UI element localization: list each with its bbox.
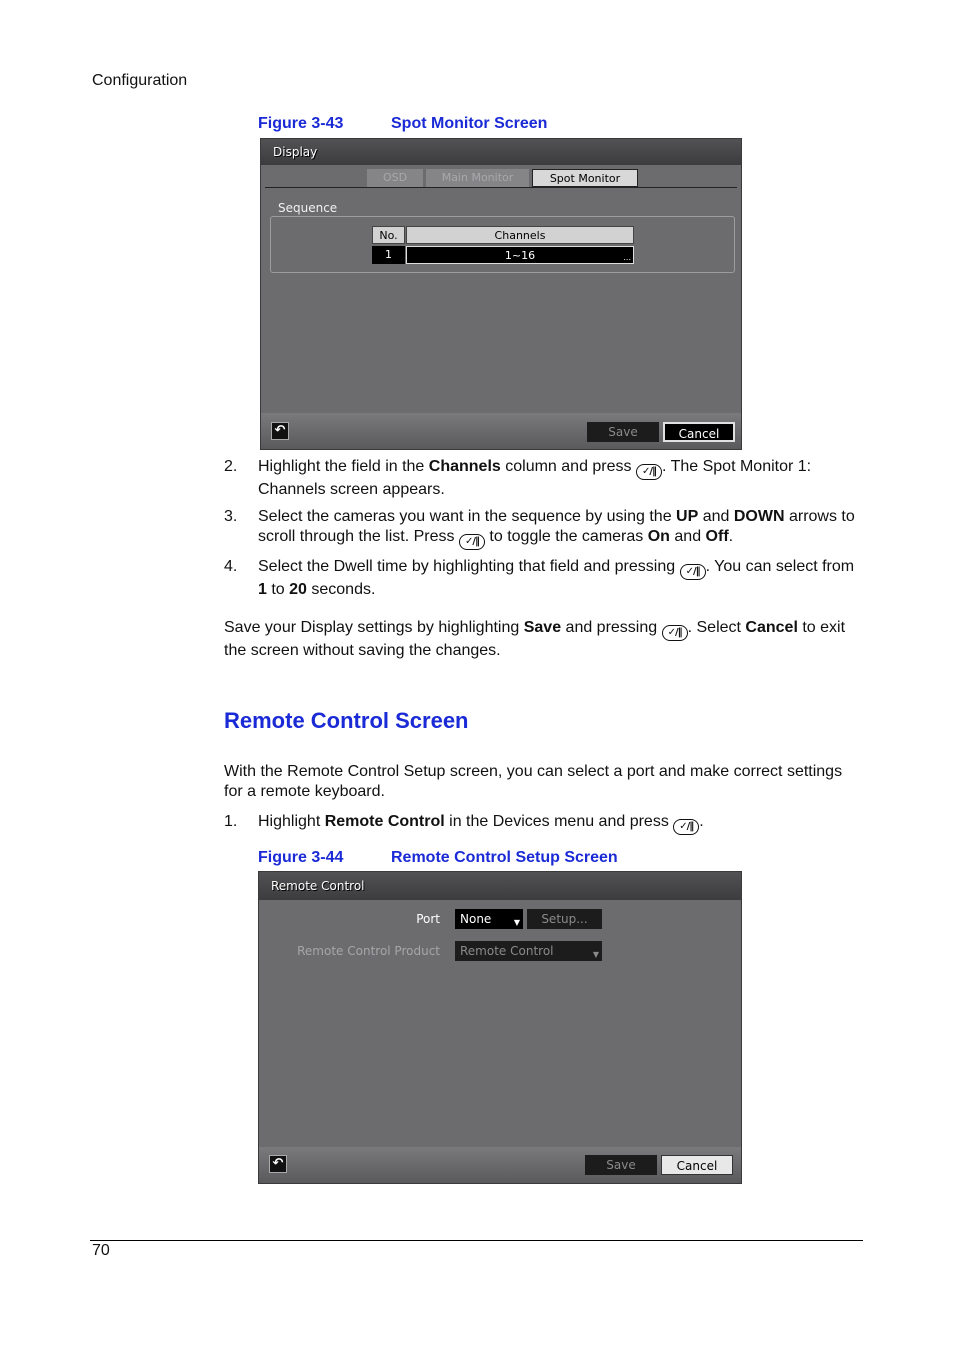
back-icon[interactable]: ↶ (271, 422, 289, 440)
figure-number: Figure 3-44 (258, 849, 344, 866)
figure-number: Figure 3-43 (258, 115, 344, 132)
product-value: Remote Control (460, 944, 554, 958)
chevron-down-icon: ▼ (513, 918, 520, 927)
save-instructions: Save your Display settings by highlighting Save and pressing ✓/‖ . Select Cancel to exit the screen without saving the changes. (224, 619, 846, 659)
enter-button-icon: ✓/‖ (673, 819, 699, 835)
remote-control-product-label: Remote Control Product (297, 944, 440, 958)
list-item (224, 507, 864, 547)
figure-title: Spot Monitor Screen (391, 115, 548, 132)
setup-button[interactable]: Setup... (527, 909, 602, 929)
list-number: 3. (224, 508, 238, 525)
column-header-channels: Channels (406, 226, 634, 244)
section-heading: Remote Control Screen (224, 708, 469, 733)
chevron-down-icon: ▼ (592, 950, 599, 959)
list-text: Highlight Remote Control in the Devices menu and press ✓/‖ . (258, 812, 862, 835)
page-number: 70 (92, 1242, 110, 1259)
footer-divider (90, 1240, 863, 1241)
remote-control-product-dropdown[interactable] (455, 941, 602, 961)
list-text: Select the Dwell time by highlighting that field and pressing ✓/‖ . You can select from 1 to 20 seconds. (258, 558, 855, 598)
tab-main-monitor[interactable]: Main Monitor (426, 169, 529, 187)
table-cell-no: 1 (372, 246, 405, 264)
tab-divider (265, 187, 737, 188)
sequence-label: Sequence (278, 201, 338, 215)
port-label: Port (416, 912, 440, 926)
table-cell-channels[interactable] (406, 246, 634, 264)
enter-button-icon: ✓/‖ (680, 564, 706, 580)
tab-osd[interactable]: OSD (367, 169, 423, 187)
screen-title: Remote Control (259, 872, 741, 900)
save-button[interactable]: Save (585, 1155, 657, 1175)
spot-monitor-screen (260, 138, 742, 450)
tab-spot-monitor[interactable]: Spot Monitor (532, 169, 638, 187)
list-item (224, 457, 864, 497)
list-item (224, 557, 864, 597)
column-header-no: No. (372, 226, 405, 244)
running-header: Configuration (92, 72, 188, 89)
cancel-button[interactable]: Cancel (661, 1155, 733, 1175)
enter-button-icon: ✓/‖ (662, 625, 688, 641)
back-icon[interactable]: ↶ (269, 1155, 287, 1173)
sequence-group (270, 216, 735, 273)
port-dropdown[interactable] (455, 909, 523, 929)
cancel-button[interactable]: Cancel (663, 422, 735, 442)
figure-caption (258, 849, 858, 869)
list-number: 4. (224, 558, 238, 575)
list-item (224, 812, 864, 832)
screen-title: Display (261, 139, 741, 165)
enter-button-icon: ✓/‖ (459, 534, 485, 550)
remote-control-screen (258, 871, 742, 1184)
list-number: 2. (224, 458, 238, 475)
port-value: None (460, 912, 492, 926)
ellipsis-icon: ... (623, 253, 631, 262)
list-text: Select the cameras you want in the sequence by using the UP and DOWN arrows to scroll through the list. Press ✓/‖ to toggle the cameras On and Off. (258, 507, 862, 550)
channels-value: 1~16 (504, 249, 536, 262)
save-button[interactable]: Save (587, 422, 659, 442)
figure-title: Remote Control Setup Screen (391, 849, 618, 866)
list-number: 1. (224, 813, 238, 830)
list-text: Highlight the field in the Channels column and press ✓/‖ . The Spot Monitor 1: Channels screen appears. (258, 458, 812, 498)
section-intro: With the Remote Control Setup screen, you can select a port and make correct settings for a remote keyboard. (224, 763, 843, 800)
figure-caption (258, 115, 858, 135)
enter-button-icon: ✓/‖ (636, 464, 662, 480)
